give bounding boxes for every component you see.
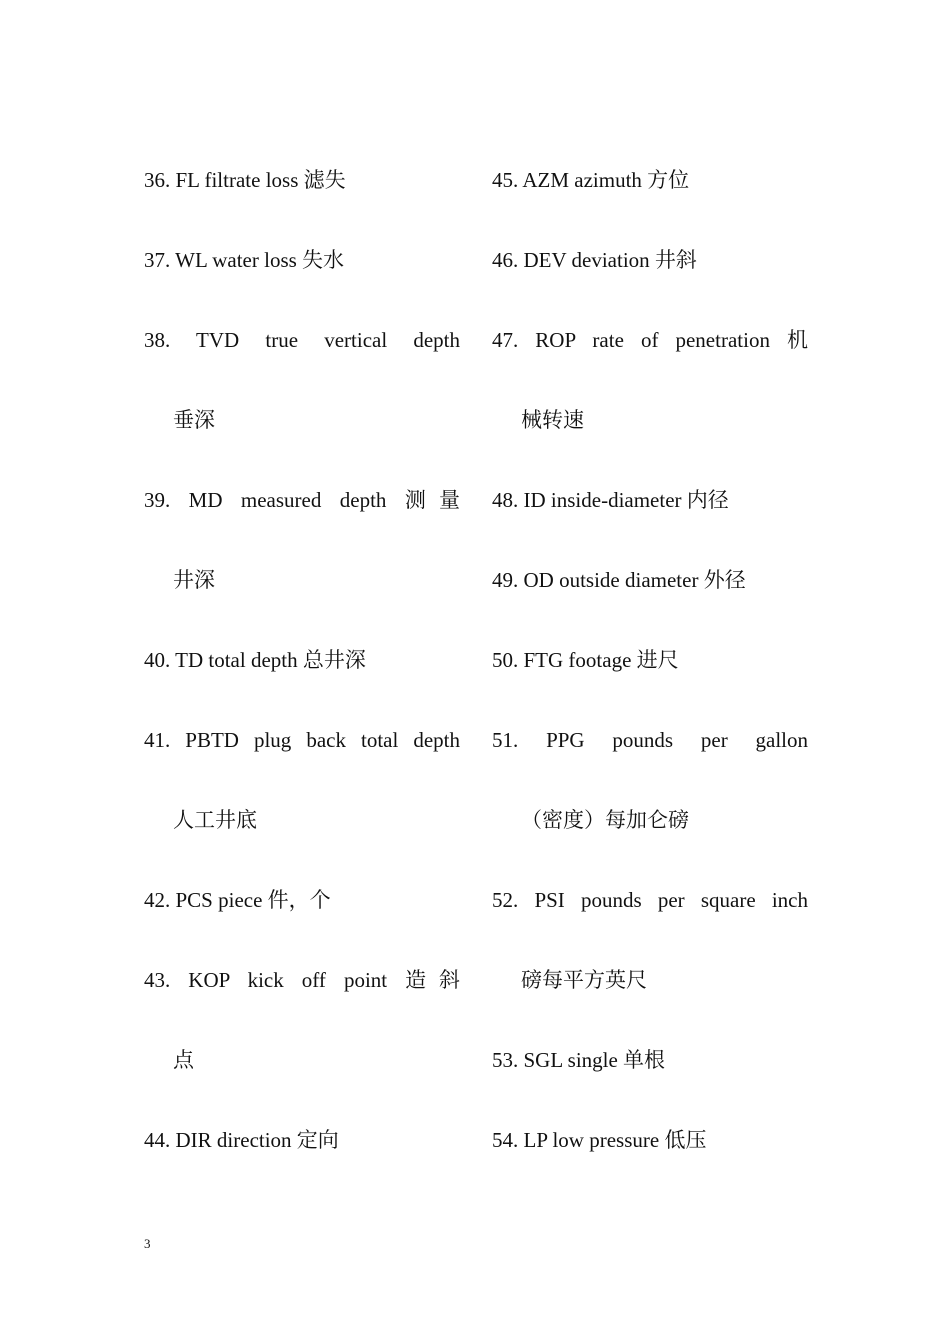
glossary-entry bbox=[492, 220, 808, 300]
entry-text: 47. ROP rate of penetration 机 bbox=[492, 328, 808, 352]
right-column bbox=[492, 140, 808, 1180]
glossary-entry bbox=[144, 940, 460, 1100]
entry-text: 40. TD total depth 总井深 bbox=[144, 648, 366, 672]
glossary-entry bbox=[144, 860, 460, 940]
entry-text: 43. KOP kick off point 造斜 bbox=[144, 968, 460, 992]
entry-text: 50. FTG footage 进尺 bbox=[492, 648, 679, 672]
glossary-entry bbox=[492, 540, 808, 620]
entry-text: 48. ID inside-diameter 内径 bbox=[492, 488, 729, 512]
entry-text: 46. DEV deviation 井斜 bbox=[492, 248, 697, 272]
entry-continuation: 垂深 bbox=[173, 408, 215, 432]
entry-text: 36. FL filtrate loss 滤失 bbox=[144, 168, 346, 192]
entry-text: 38. TVD true vertical depth bbox=[144, 328, 460, 352]
glossary-entry bbox=[144, 460, 460, 620]
entry-continuation: 械转速 bbox=[521, 408, 584, 432]
glossary-entry bbox=[492, 460, 808, 540]
glossary-entry bbox=[492, 620, 808, 700]
entry-continuation: （密度）每加仑磅 bbox=[521, 808, 689, 832]
left-column bbox=[144, 140, 460, 1180]
entry-text: 52. PSI pounds per square inch bbox=[492, 888, 808, 912]
entry-continuation: 井深 bbox=[173, 568, 215, 592]
entry-text: 37. WL water loss 失水 bbox=[144, 248, 345, 272]
entry-text: 54. LP low pressure 低压 bbox=[492, 1128, 707, 1152]
glossary-entry bbox=[492, 1100, 808, 1180]
glossary-entry bbox=[144, 1100, 460, 1180]
entry-continuation: 人工井底 bbox=[173, 808, 257, 832]
entry-text: 45. AZM azimuth 方位 bbox=[492, 168, 690, 192]
glossary-entry bbox=[492, 700, 808, 860]
page-number: 3 bbox=[144, 1236, 151, 1251]
glossary-entry bbox=[144, 140, 460, 220]
entry-text: 53. SGL single 单根 bbox=[492, 1048, 666, 1072]
glossary-entry bbox=[492, 300, 808, 460]
entry-continuation: 磅每平方英尺 bbox=[521, 968, 647, 992]
glossary-entry bbox=[144, 300, 460, 460]
entry-text: 44. DIR direction 定向 bbox=[144, 1128, 339, 1152]
entry-text: 39. MD measured depth 测量 bbox=[144, 488, 460, 512]
entry-text: 42. PCS piece 件，个 bbox=[144, 888, 331, 912]
entry-text: 41. PBTD plug back total depth bbox=[144, 728, 460, 752]
glossary-entry bbox=[144, 220, 460, 300]
glossary-entry bbox=[492, 860, 808, 1020]
glossary-entry bbox=[144, 620, 460, 700]
entry-text: 49. OD outside diameter 外径 bbox=[492, 568, 746, 592]
entry-continuation: 点 bbox=[173, 1048, 194, 1072]
glossary-entry bbox=[492, 1020, 808, 1100]
glossary-entry bbox=[492, 140, 808, 220]
entry-text: 51. PPG pounds per gallon bbox=[492, 728, 808, 752]
glossary-entry bbox=[144, 700, 460, 860]
